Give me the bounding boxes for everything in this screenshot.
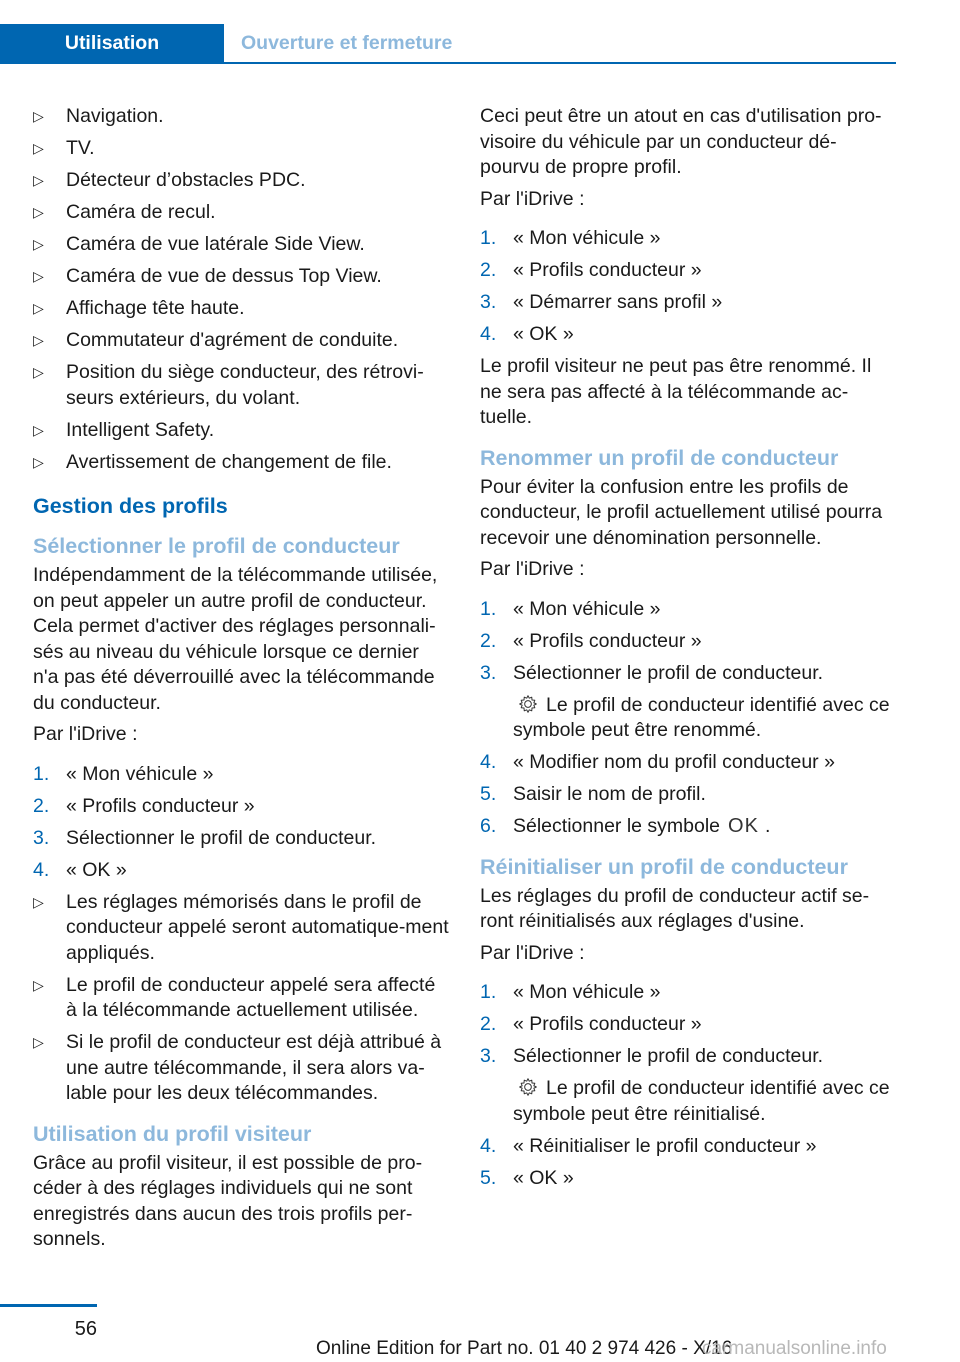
edition-line: Online Edition for Part no. 01 40 2 974 426 - X/16 xyxy=(316,1338,733,1359)
paragraph-idrive: Par l'iDrive : xyxy=(480,941,585,964)
bullet-triangle-icon: ▷ xyxy=(33,364,44,380)
bullet-triangle-icon: ▷ xyxy=(33,453,44,470)
bullet-triangle-icon: ▷ xyxy=(33,108,44,124)
list-item: ▷ Si le profil de conducteur est déjà attribué à une autre télécommande, il sera alors va-lable pour les deux télécommandes. xyxy=(33,1030,449,1107)
list-item: 4. « OK » xyxy=(33,858,127,881)
reset-note: Le profil de conducteur identifié avec ce symbole peut être réinitialisé. xyxy=(513,1077,890,1125)
list-item: ▷ Affichage tête haute. xyxy=(33,296,449,322)
list-item: ▷ Commutateur d'agrément de conduite. xyxy=(33,328,449,354)
bullet-triangle-icon: ▷ xyxy=(33,140,44,156)
bullet-triangle-icon: ▷ xyxy=(33,204,44,220)
tab-ouverture-fermeture[interactable]: Ouverture et fermeture xyxy=(241,32,453,54)
watermark: carmanualsonline.info xyxy=(702,1338,887,1359)
list-item: ▷ Caméra de recul. xyxy=(33,200,449,226)
bullet-triangle-icon: ▷ xyxy=(33,1034,44,1050)
list-item: ▷ Avertissement de changement de file. xyxy=(33,450,449,476)
list-item: 4. « Modifier nom du profil conducteur » xyxy=(480,751,835,773)
list-item: ▷ Position du siège conducteur, des rétrovi-seurs extérieurs, du volant. xyxy=(33,360,449,411)
paragraph-idrive: Par l'iDrive : xyxy=(480,558,585,580)
list-item: 2. « Profils conducteur » xyxy=(480,1013,702,1035)
right-column xyxy=(480,104,896,1198)
subheading-rename-profile: Renommer un profil de conducteur xyxy=(480,445,839,470)
list-item: ▷ TV. xyxy=(33,136,449,162)
list-item: 3. « Démarrer sans profil » xyxy=(480,291,723,313)
select-results-list xyxy=(33,890,449,1107)
subheading-visitor-profile: Utilisation du profil visiteur xyxy=(33,1121,312,1146)
visitor-steps-list xyxy=(480,226,896,348)
gear-icon xyxy=(518,1077,538,1097)
list-item: 6. Sélectionner le symbole OK . xyxy=(480,814,896,840)
list-item: ▷ Caméra de vue de dessus Top View. xyxy=(33,264,449,290)
list-item: ▷ Navigation. xyxy=(33,104,449,130)
list-item: 3. Sélectionner le profil de conducteur. xyxy=(480,1045,824,1067)
paragraph: Pour éviter la confusion entre les profils de conducteur, le profil actuellement utilisé pourra recevoir une dénomination personnelle. xyxy=(480,475,883,549)
gear-icon xyxy=(518,694,538,714)
paragraph: Indépendamment de la télécommande utilisée, on peut appeler un autre profil de conducteur. Cela permet d'activer des réglages personnali-sés au niveau du véhicule lorsque ce dernier n'a pas été déverrouillé avec la télécommande du conducteur. xyxy=(33,564,438,714)
list-item: 1. « Mon véhicule » xyxy=(480,597,661,620)
list-item: 1. « Mon véhicule » xyxy=(480,227,661,249)
list-item: ▷ Détecteur d’obstacles PDC. xyxy=(33,168,449,194)
list-item: 1. « Mon véhicule » xyxy=(33,762,214,785)
list-item: ▷ Intelligent Safety. xyxy=(33,418,449,444)
feature-list xyxy=(33,104,449,475)
bullet-triangle-icon: ▷ xyxy=(33,421,44,438)
bullet-triangle-icon: ▷ xyxy=(33,268,44,284)
footer-rule xyxy=(0,1304,97,1307)
paragraph: Le profil visiteur ne peut pas être renommé. Il ne sera pas affecté à la télécommande ac-tuelle. xyxy=(480,355,872,428)
paragraph: Les réglages du profil de conducteur actif se-ront réinitialisés aux réglages d'usine. xyxy=(480,884,870,932)
rename-steps-list xyxy=(480,597,896,840)
list-item: ▷ Caméra de vue latérale Side View. xyxy=(33,232,449,258)
section-heading-gestion-profils: Gestion des profils xyxy=(33,494,228,518)
page-number: 56 xyxy=(74,1318,97,1340)
paragraph: Grâce au profil visiteur, il est possible de pro-céder à des réglages individuels qui ne sont enregistrés dans aucun des trois profils per-sonnels. xyxy=(33,1151,423,1250)
reset-steps-list xyxy=(480,980,896,1191)
bullet-triangle-icon: ▷ xyxy=(33,172,44,188)
select-steps-list xyxy=(33,762,449,884)
subheading-select-profile: Sélectionner le profil de conducteur xyxy=(33,534,400,558)
bullet-triangle-icon: ▷ xyxy=(33,332,44,348)
page-header xyxy=(0,24,896,64)
list-item: 2. « Profils conducteur » xyxy=(480,259,702,281)
list-item: ▷ Le profil de conducteur appelé sera affecté à la télécommande actuellement utilisée. xyxy=(33,973,449,1024)
list-item: 3. Sélectionner le profil de conducteur. xyxy=(480,661,824,684)
left-column xyxy=(33,104,449,1259)
list-item: 4. « OK » xyxy=(480,323,574,345)
paragraph-idrive: Par l'iDrive : xyxy=(33,723,138,745)
rename-note: Le profil de conducteur identifié avec ce symbole peut être renommé. xyxy=(513,693,890,741)
list-item: ▷ Les réglages mémorisés dans le profil de conducteur appelé seront automatique-ment appliqués. xyxy=(33,890,449,967)
bullet-triangle-icon: ▷ xyxy=(33,976,44,993)
list-item: 3. Sélectionner le profil de conducteur. xyxy=(33,826,377,849)
list-item: 2. « Profils conducteur » xyxy=(33,794,255,817)
bullet-triangle-icon: ▷ xyxy=(33,236,44,252)
list-item: 2. « Profils conducteur » xyxy=(480,629,702,652)
tab-utilisation[interactable]: Utilisation xyxy=(0,24,224,62)
list-item: 5. « OK » xyxy=(480,1166,574,1189)
subheading-reset-profile: Réinitialiser un profil de conducteur xyxy=(480,854,848,879)
paragraph: Ceci peut être un atout en cas d'utilisation pro-visoire du véhicule par un conducteur dé-pourvu de propre profil. xyxy=(480,105,882,178)
list-item: 4. « Réinitialiser le profil conducteur » xyxy=(480,1134,817,1157)
paragraph-idrive: Par l'iDrive : xyxy=(480,187,585,210)
ok-symbol-icon: OK xyxy=(728,815,759,837)
bullet-triangle-icon: ▷ xyxy=(33,300,44,316)
list-item: 1. « Mon véhicule » xyxy=(480,981,661,1003)
list-item: 5. Saisir le nom de profil. xyxy=(480,783,706,805)
bullet-triangle-icon: ▷ xyxy=(33,893,44,910)
